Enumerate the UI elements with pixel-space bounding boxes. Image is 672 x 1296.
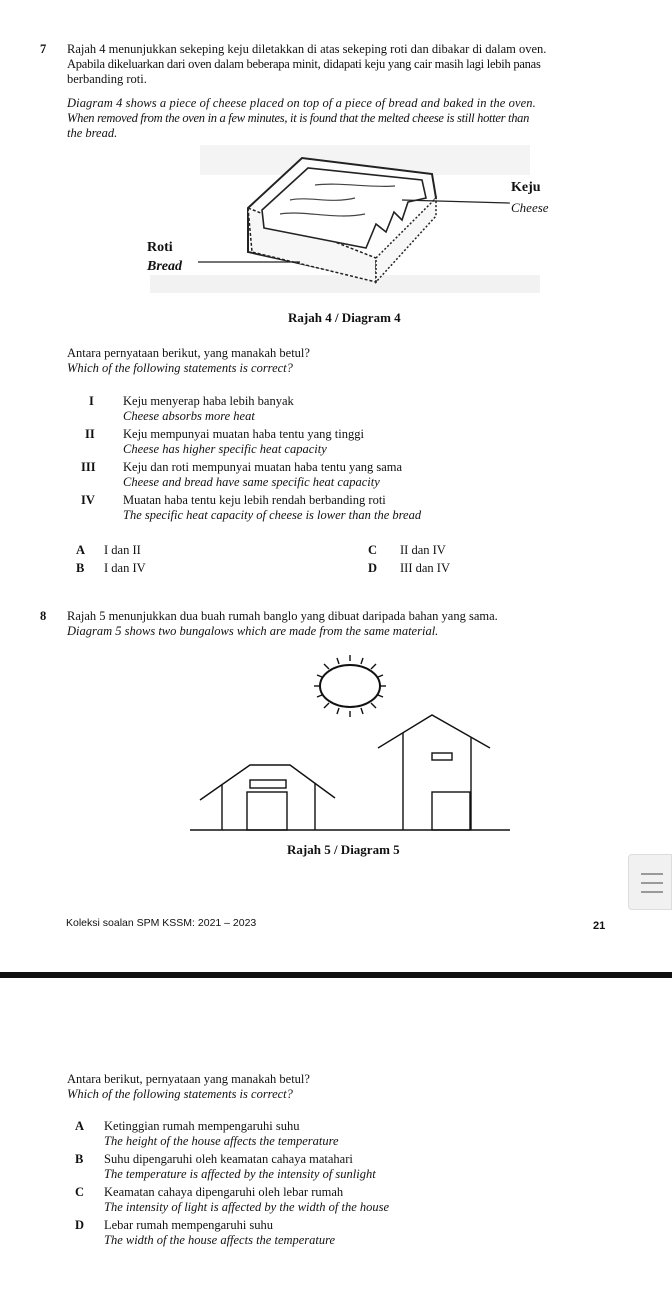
q8-option-letter: B bbox=[75, 1152, 84, 1166]
diagram-4-caption: Rajah 4 / Diagram 4 bbox=[288, 310, 401, 325]
q8-option-en: The temperature is affected by the intensity of sunlight bbox=[104, 1167, 376, 1181]
statement-text bbox=[123, 493, 623, 523]
label-roti: Roti bbox=[147, 240, 173, 255]
diagram-5-houses bbox=[190, 650, 510, 840]
q8-en: Diagram 5 shows two bungalows which are made from the same material. bbox=[67, 624, 439, 638]
q8-option-ms: Lebar rumah mempengaruhi suhu bbox=[104, 1218, 274, 1232]
q8-prompt bbox=[67, 1072, 310, 1102]
label-cheese: Cheese bbox=[511, 200, 549, 215]
statement-text bbox=[123, 460, 623, 490]
q7-prompt-ms: Antara pernyataan berikut, yang manakah betul? bbox=[67, 346, 310, 360]
q8-option-en: The width of the house affects the temperature bbox=[104, 1233, 336, 1247]
label-bread: Bread bbox=[147, 259, 182, 274]
statement-ms: Keju menyerap haba lebih banyak bbox=[123, 394, 294, 408]
statement-num: I bbox=[89, 394, 94, 408]
q7-prompt-en: Which of the following statements is correct? bbox=[67, 361, 293, 375]
question-7-number: 7 bbox=[40, 42, 47, 56]
sun-icon bbox=[314, 655, 386, 717]
question-8-number: 8 bbox=[40, 609, 47, 623]
footer-page-number: 21 bbox=[593, 920, 606, 932]
statement-text bbox=[123, 427, 623, 457]
q7-en-line: When removed from the oven in a few minutes, it is found that the melted cheese is still hotter than bbox=[67, 111, 530, 125]
question-8-text bbox=[67, 609, 647, 639]
q8-option-letter: D bbox=[75, 1218, 85, 1232]
page-divider bbox=[0, 972, 672, 978]
q8-option-text bbox=[104, 1185, 624, 1215]
menu-button[interactable] bbox=[628, 854, 672, 910]
question-7-text-ms bbox=[67, 42, 642, 87]
q8-prompt-ms: Antara berikut, pernyataan yang manakah betul? bbox=[67, 1072, 310, 1086]
q7-option-c-text: II dan IV bbox=[400, 543, 446, 557]
q7-option-d-text: III dan IV bbox=[400, 561, 450, 575]
q8-option-text bbox=[104, 1218, 624, 1248]
q7-ms-line: Rajah 4 menunjukkan sekeping keju diletakkan di atas sekeping roti dan dibakar di dalam oven. bbox=[67, 42, 547, 56]
q8-option-en: The height of the house affects the temperature bbox=[104, 1134, 339, 1148]
statement-num: IV bbox=[81, 493, 95, 507]
q7-option-a-text: I dan II bbox=[104, 543, 141, 557]
q8-option-text bbox=[104, 1152, 624, 1182]
diagram-4-cheese-bread bbox=[140, 140, 580, 310]
statement-en: Cheese absorbs more heat bbox=[123, 409, 255, 423]
q8-option-letter: A bbox=[75, 1119, 85, 1133]
q7-option-b-text: I dan IV bbox=[104, 561, 146, 575]
tall-house bbox=[378, 715, 490, 830]
q8-option-ms: Suhu dipengaruhi oleh keamatan cahaya matahari bbox=[104, 1152, 353, 1166]
statement-en: The specific heat capacity of cheese is lower than the bread bbox=[123, 508, 422, 522]
q7-prompt bbox=[67, 346, 310, 376]
q8-option-ms: Keamatan cahaya dipengaruhi oleh lebar rumah bbox=[104, 1185, 344, 1199]
diagram-5-caption: Rajah 5 / Diagram 5 bbox=[287, 842, 400, 857]
small-house bbox=[200, 765, 335, 830]
label-keju: Keju bbox=[511, 180, 541, 195]
statement-num: III bbox=[81, 460, 96, 474]
q7-option-b-letter: B bbox=[76, 561, 85, 575]
statement-en: Cheese and bread have same specific heat capacity bbox=[123, 475, 380, 489]
q8-ms: Rajah 5 menunjukkan dua buah rumah banglo yang dibuat daripada bahan yang sama. bbox=[67, 609, 498, 623]
question-7-text-en bbox=[67, 96, 642, 141]
q7-option-c-letter: C bbox=[368, 543, 378, 557]
q7-ms-line: Apabila dikeluarkan dari oven dalam beberapa minit, didapati keju yang cair masih lagi lebih panas bbox=[67, 57, 541, 71]
statement-ms: Keju mempunyai muatan haba tentu yang tinggi bbox=[123, 427, 364, 441]
menu-icon-bar bbox=[641, 891, 663, 893]
q8-option-letter: C bbox=[75, 1185, 85, 1199]
q7-en-line: the bread. bbox=[67, 126, 118, 140]
menu-icon-bar bbox=[641, 882, 663, 884]
q8-option-en: The intensity of light is affected by the width of the house bbox=[104, 1200, 390, 1214]
statement-ms: Keju dan roti mempunyai muatan haba tentu yang sama bbox=[123, 460, 403, 474]
diagram-bleed bbox=[150, 275, 540, 293]
statement-num: II bbox=[85, 427, 95, 441]
statement-ms: Muatan haba tentu keju lebih rendah berbanding roti bbox=[123, 493, 386, 507]
q8-prompt-en: Which of the following statements is correct? bbox=[67, 1087, 293, 1101]
q7-en-line: Diagram 4 shows a piece of cheese placed on top of a piece of bread and baked in the oven. bbox=[67, 96, 536, 110]
q8-option-text bbox=[104, 1119, 624, 1149]
footer-collection-label: Koleksi soalan SPM KSSM: 2021 – 2023 bbox=[66, 917, 257, 929]
statement-en: Cheese has higher specific heat capacity bbox=[123, 442, 327, 456]
statement-text bbox=[123, 394, 623, 424]
q7-ms-line: berbanding roti. bbox=[67, 72, 147, 86]
q8-option-ms: Ketinggian rumah mempengaruhi suhu bbox=[104, 1119, 300, 1133]
menu-icon-bar bbox=[641, 873, 663, 875]
q7-option-d-letter: D bbox=[368, 561, 378, 575]
q7-option-a-letter: A bbox=[76, 543, 86, 557]
